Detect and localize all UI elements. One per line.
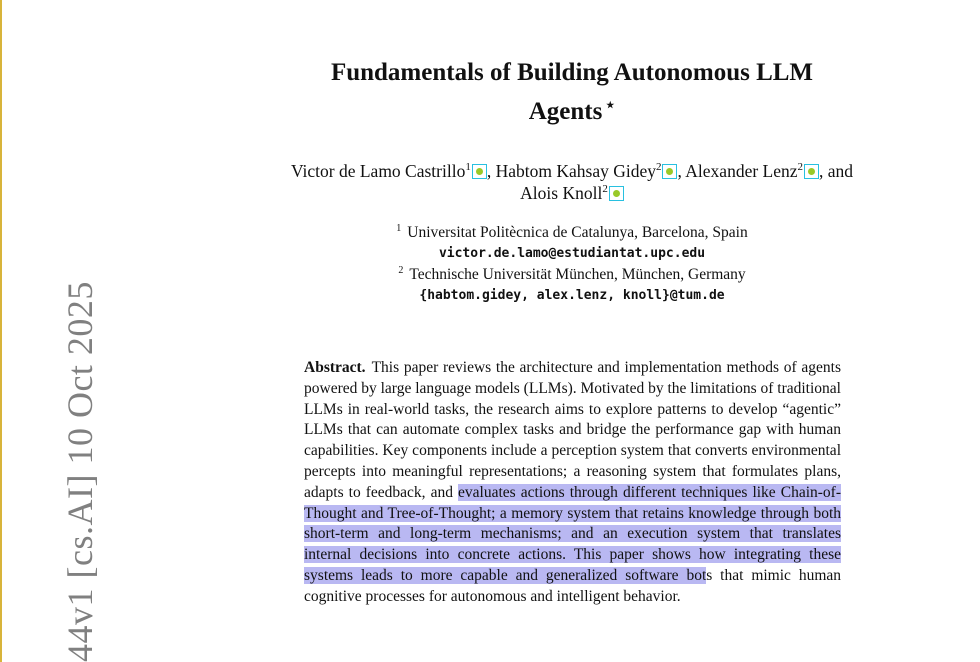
affiliation-email[interactable]: {habtom.gidey, alex.lenz, knoll}@tum.de [419, 288, 725, 303]
author-name: Alois Knoll [520, 183, 603, 203]
affiliation-number: 2 [398, 265, 404, 276]
title-footnote-mark: ⋆ [605, 97, 616, 114]
author-affiliation-number: 1 [465, 161, 471, 173]
title-line-2: Agents [528, 98, 603, 125]
affiliation-list [240, 222, 904, 306]
author-3 [685, 161, 819, 181]
author-name: Habtom Kahsay Gidey [495, 161, 656, 181]
affiliation-2 [240, 264, 904, 285]
abstract-paragraph[interactable] [304, 358, 841, 608]
orcid-icon[interactable] [472, 164, 487, 179]
author-separator: , [486, 161, 496, 181]
page-left-border [0, 0, 2, 662]
author-affiliation-number: 2 [655, 161, 662, 173]
affiliation-name: Technische Universität München, München, Germany [409, 266, 746, 283]
orcid-icon[interactable] [662, 164, 677, 179]
author-affiliation-number: 2 [602, 183, 608, 195]
arxiv-identifier-stamp: 44v1 [cs.AI] 10 Oct 2025 [60, 281, 100, 662]
author-4 [520, 183, 624, 203]
abstract-text-before: This paper reviews the architecture and implementation methods of agents powered by large language models (LLMs). Motivated by the limitations of traditional LLMs in real-world tasks, the research aims to explore patterns to develop “agentic” LLMs that can automate complex tasks and bridge the performance gap with human capabilities. Key components include a perception system that converts environmental percepts into meaningful representations; a reasoning system that formulates plans, adapts to feedback, and [304, 359, 841, 501]
abstract-text-after: s that mimic human cognitive processes for autonomous and intelligent behavior. [304, 566, 841, 605]
affiliation-number: 1 [396, 223, 402, 234]
affiliation-name: Universitat Politècnica de Catalunya, Barcelona, Spain [407, 224, 748, 241]
author-name: Victor de Lamo Castrillo [290, 161, 466, 181]
paper-title [260, 56, 884, 128]
abstract-text-selection[interactable]: evaluates actions through different techniques like Chain-of-Thought and Tree-of-Thought; a memory system that retains knowledge through both short-term and long-term mechanisms; and an execution system that translates internal decisions into concrete actions. This paper shows how integrating these systems leads to more capable and generalized software bot [304, 483, 841, 584]
author-separator: , and [819, 161, 854, 181]
orcid-icon[interactable] [804, 164, 819, 179]
abstract-label: Abstract. [304, 359, 366, 376]
author-list [240, 160, 904, 204]
orcid-icon[interactable] [609, 186, 624, 201]
title-line-1: Fundamentals of Building Autonomous LLM [330, 59, 814, 86]
author-affiliation-number: 2 [797, 161, 804, 173]
author-2 [496, 161, 678, 181]
author-1 [291, 161, 487, 181]
affiliation-1 [240, 222, 904, 243]
author-separator: , [677, 161, 686, 181]
author-name: Alexander Lenz [685, 161, 798, 181]
affiliation-email[interactable]: victor.de.lamo@estudiantat.upc.edu [438, 246, 706, 261]
